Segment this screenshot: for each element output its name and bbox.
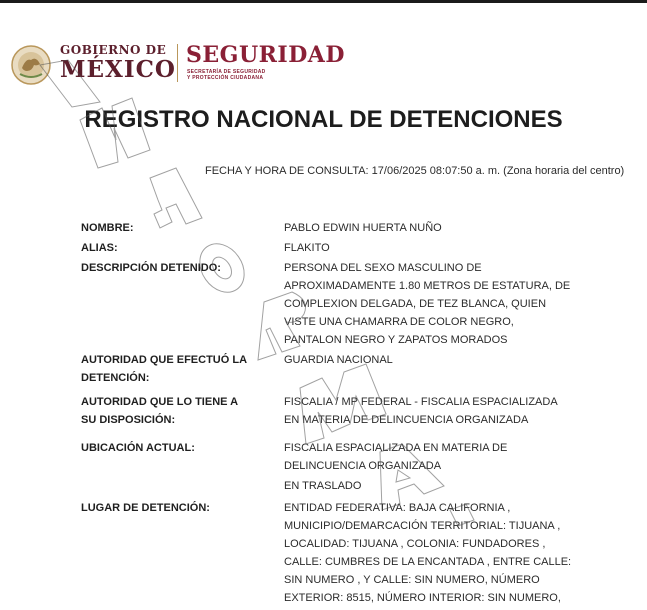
eagle-seal-icon bbox=[10, 44, 52, 86]
autoridad-efectuo-value: GUARDIA NACIONAL bbox=[284, 354, 393, 366]
descripcion-line: VISTE UNA CHAMARRA DE COLOR NEGRO, bbox=[284, 316, 514, 328]
gobierno-label: GOBIERNO DE bbox=[60, 43, 167, 57]
lugar-line: SIN NUMERO , Y CALLE: SIN NUMERO, NÚMERO bbox=[284, 574, 540, 586]
descripcion-line: PERSONA DEL SEXO MASCULINO DE bbox=[284, 262, 482, 274]
autoridad-disposicion-value bbox=[284, 393, 558, 429]
autoridad-efectuo-label bbox=[81, 351, 247, 387]
seguridad-label: SEGURIDAD bbox=[186, 42, 345, 68]
lugar-label: LUGAR DE DETENCIÓN: bbox=[81, 502, 210, 514]
ubicacion-status: EN TRASLADO bbox=[284, 480, 362, 492]
lugar-line: CALLE: CUMBRES DE LA ENCANTADA , ENTRE CALLE: bbox=[284, 556, 572, 568]
autoridad-disposicion-label-line: AUTORIDAD QUE LO TIENE A bbox=[81, 396, 239, 408]
descripcion-label: DESCRIPCIÓN DETENIDO: bbox=[81, 262, 221, 274]
lugar-line: MUNICIPIO/DEMARCACIÓN TERRITORIAL: TIJUANA , bbox=[284, 520, 561, 532]
lugar-line: LOCALIDAD: TIJUANA , COLONIA: FUNDADORES , bbox=[284, 538, 546, 550]
autoridad-efectuo-label-line: AUTORIDAD QUE EFECTUÓ LA bbox=[81, 354, 248, 366]
descripcion-value bbox=[284, 259, 570, 349]
seguridad-subtitle-line-2: Y PROTECCIÓN CIUDADANA bbox=[187, 75, 264, 81]
seguridad-subtitle bbox=[187, 69, 266, 81]
nombre-value: PABLO EDWIN HUERTA NUÑO bbox=[284, 222, 442, 234]
lugar-value bbox=[284, 499, 571, 607]
consulta-timestamp: FECHA Y HORA DE CONSULTA: 17/06/2025 08:07:50 a. m. (Zona horaria del centro) bbox=[205, 165, 625, 177]
autoridad-disposicion-label-line: SU DISPOSICIÓN: bbox=[81, 414, 176, 426]
autoridad-efectuo-label-line: DETENCIÓN: bbox=[81, 372, 150, 384]
descripcion-line: APROXIMADAMENTE 1.80 METROS DE ESTATURA, DE bbox=[284, 280, 571, 292]
lugar-line: ENTIDAD FEDERATIVA: BAJA CALIFORNIA , bbox=[284, 502, 511, 514]
page-title: REGISTRO NACIONAL DE DETENCIONES bbox=[84, 106, 563, 133]
alias-label: ALIAS: bbox=[81, 242, 118, 254]
seguridad-subtitle-line-1: SECRETARÍA DE SEGURIDAD bbox=[187, 69, 266, 75]
autoridad-disposicion-label bbox=[81, 393, 238, 429]
logo-divider bbox=[177, 44, 178, 82]
ubicacion-value bbox=[284, 439, 507, 475]
lugar-line: EXTERIOR: 8515, NÚMERO INTERIOR: SIN NUMERO, bbox=[284, 592, 561, 604]
ubicacion-line: FISCALIA ESPACIALIZADA EN MATERIA DE bbox=[284, 442, 508, 454]
ubicacion-line: DELINCUENCIA ORGANIZADA bbox=[284, 460, 442, 472]
ubicacion-label: UBICACIÓN ACTUAL: bbox=[81, 442, 195, 454]
descripcion-line: PANTALON NEGRO Y ZAPATOS MORADOS bbox=[284, 334, 508, 346]
descripcion-line: COMPLEXION DELGADA, DE TEZ BLANCA, QUIEN bbox=[284, 298, 547, 310]
top-border bbox=[0, 0, 647, 3]
autoridad-disposicion-line: FISCALIA / MP FEDERAL - FISCALIA ESPACIALIZADA bbox=[284, 396, 558, 408]
autoridad-disposicion-line: EN MATERIA DE DELINCUENCIA ORGANIZADA bbox=[284, 414, 529, 426]
nombre-label: NOMBRE: bbox=[81, 222, 134, 234]
alias-value: FLAKITO bbox=[284, 242, 330, 254]
mexico-label: MÉXICO bbox=[60, 56, 176, 83]
